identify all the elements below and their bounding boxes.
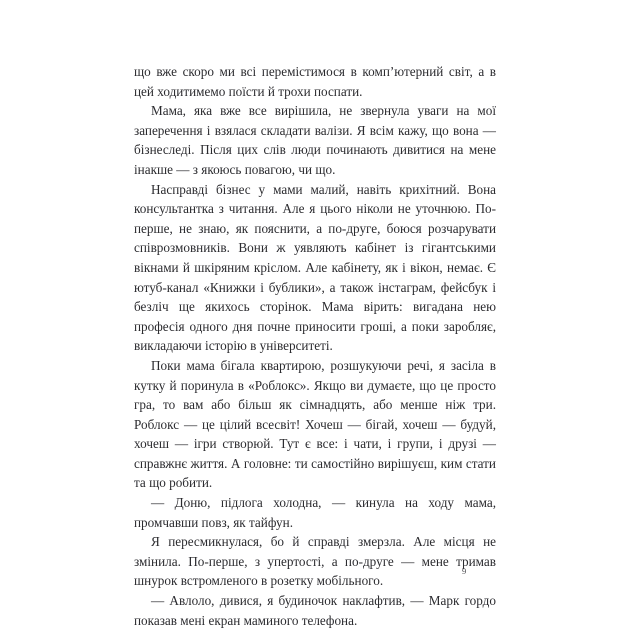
paragraph: Мама, яка вже все вирішила, не звернула уваги на мої заперечення і взялася складати валізи. Я всім кажу, що вона — бізнеследі. Після цих слів люди починають дивитися на мене інакше — з якоюсь повагою, чи що. (134, 103, 496, 177)
paragraph: — Авлоло, дивися, я будиночок наклафтив, — Марк гордо показав мені екран маминого телефона. (134, 593, 496, 628)
page-text-block (134, 62, 496, 630)
paragraph: — Доню, підлога холодна, — кинула на ходу мама, промчавши повз, як тайфун. (134, 495, 496, 530)
paragraph: що вже скоро ми всі перемістимося в комп’ютерний світ, а в цей ходитимемо поїсти й трохи поспати. (134, 64, 496, 99)
page-number: 9 (462, 566, 467, 576)
paragraph: Я пересмикнулася, бо й справді змерзла. Але місця не змінила. По-перше, з упертості, а по-друге — мене тримав шнурок встромленого в розетку мобільного. (134, 534, 496, 589)
paragraph: Поки мама бігала квартирою, розшукуючи речі, я засіла в кутку й поринула в «Роблокс». Якщо ви думаєте, що це просто гра, то вам або більш як сімнадцять, або менше ніж три. Роблокс — це цілий всесвіт! Хочеш — бігай, хочеш — будуй, хочеш — ігри створюй. Тут є все: і чати, і групи, і друзі — справжнє життя. А головне: ти самостійно вирішуєш, ким стати та що робити. (134, 357, 496, 491)
paragraph: Насправді бізнес у мами малий, навіть крихітний. Вона консультантка з читання. Але я цього ніколи не уточнюю. По-перше, не знаю, як пояснити, а по-друге, боюся розчарувати співрозмовників. Вони ж уявляють кабінет із гігантськими вікнами й шкіряним кріслом. Але кабінету, як і вікон, немає. Є ютуб-канал «Книжки і бублики», а також інстаграм, фейсбук і безліч ще якихось сторінок. Мама вірить: вигадана нею професія одного дня почне приносити гроші, а поки заробляє, викладаючи історію в університеті. (134, 181, 496, 354)
